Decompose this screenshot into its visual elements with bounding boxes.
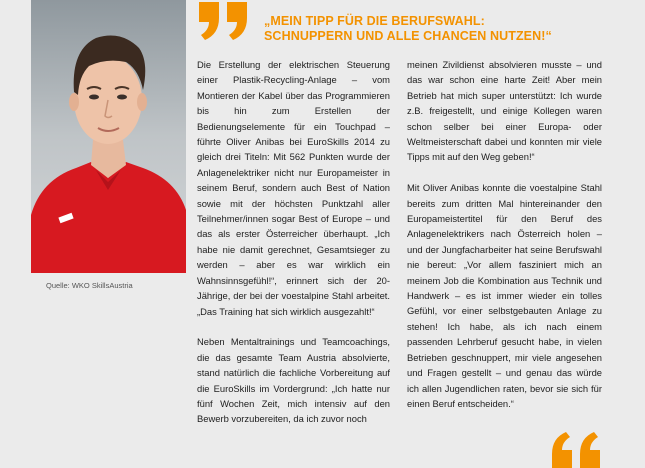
photo-caption: Quelle: WKO SkillsAustria <box>46 281 133 290</box>
article-column-2 <box>407 57 602 411</box>
paragraph: Mit Oliver Anibas konnte die voestalpine Stahl bereits zum dritten Mal hintereinander den Europameistertitel für den Beruf des Anlagenelektrikers nach Österreich holen – und der Jungfacharbeiter hat seine Berufswahl nie bereut: „Vor allem fasziniert mich an meinem Job die Kombination aus Technik und Handwerk – es ist immer wieder ein tolles Gefühl, vor einer selbstgebauten Anlage zu stehen! Ich habe, als ich nach einem passenden Lehrberuf gesucht habe, in vielen Betrieben geschnuppert, mir viele angesehen und Fragen gestellt – und genau das würde ich allen Jugendlichen raten, bevor sie sich für einen Beruf entscheiden.“ <box>407 182 602 409</box>
article-column-1 <box>197 57 390 427</box>
closing-quote-mark-icon <box>546 432 602 468</box>
opening-quote-mark-icon <box>197 2 253 40</box>
headline-line-2: SCHNUPPERN UND ALLE CHANCEN NUTZEN!“ <box>264 29 552 43</box>
headline <box>264 14 594 44</box>
paragraph: Die Erstellung der elektrischen Steuerung einer Plastik-Recycling-Anlage – vom Montieren der Kabel über das Programmieren bis hin zum Erstellen der Bedienungselemente für ein Touchpad – führte Oliver Anibas bei EuroSkills 2014 zu gleich drei Titeln: Mit 562 Punkten wurde der Anlagenelektriker nicht nur Europameister in seinem Beruf, sondern auch Best of Nation sowie mit der höchsten Punktzahl aller Teilnehmer/innen sogar Best of Europe – und das als erster Österreicher überhaupt. „Ich habe nie damit gerechnet, Gesamtsieger zu werden – aber es war wirklich ein Wahnsinnsgefühl!“, erinnert sich der 20-Jährige, der bei der voestalpine Stahl arbeitet. „Das Training hat sich wirklich ausgezahlt!“ <box>197 59 390 317</box>
paragraph: Neben Mentaltrainings und Teamcoachings, die das gesamte Team Austria absolvierte, stand natürlich die fachliche Vorbereitung auf die EuroSkills im Vordergrund: „Ich hatte nur fünf Wochen Zeit, mich intensiv auf den Bewerb vorzubereiten, da ich zuvor noch <box>197 336 390 425</box>
portrait-photo <box>31 0 186 273</box>
paragraph: meinen Zivildienst absolvieren musste – und das war schon eine harte Zeit! Aber mein Betrieb hat mich super unterstützt: Ich wurde z.B. freigestellt, und einige Kollegen waren schon selber bei einer Europa- oder Weltmeisterschaft dabei und konnten mir viele Tipps mit auf den Weg geben!“ <box>407 59 602 163</box>
headline-line-1: „MEIN TIPP FÜR DIE BERUFSWAHL: <box>264 14 485 28</box>
